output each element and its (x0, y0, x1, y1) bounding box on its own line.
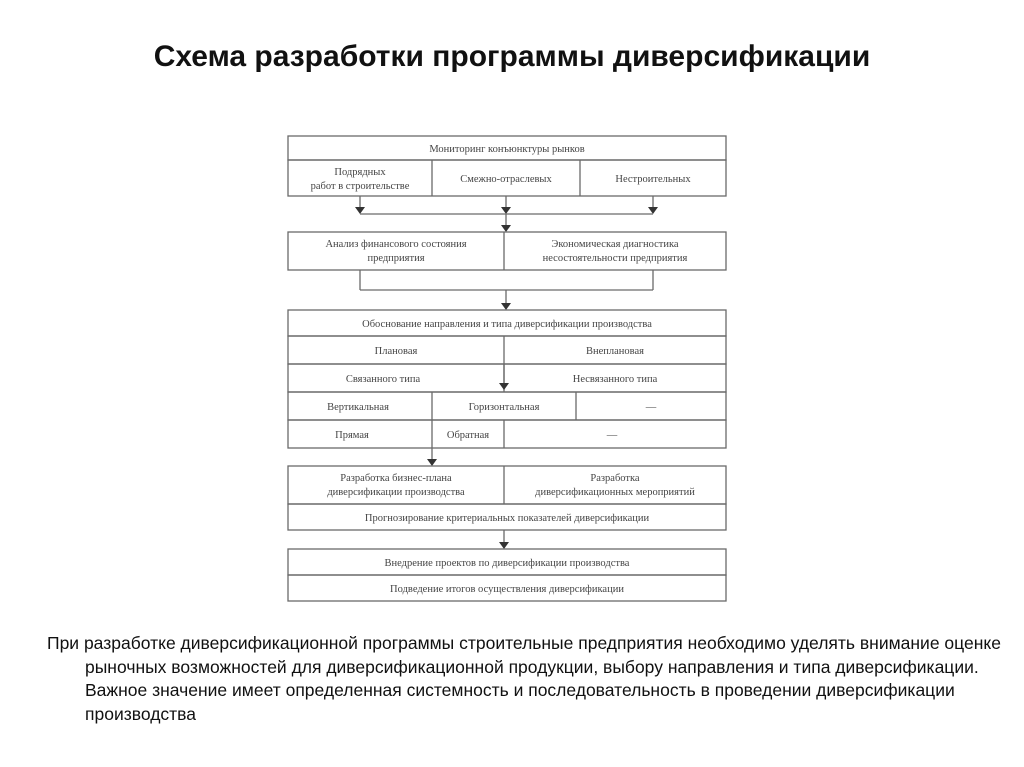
market-related-label: Смежно-отраслевых (460, 174, 552, 185)
description-paragraph: При разработке диверсификационной программы строительные предприятия необходимо уделять внимание оценке рыночных возможностей для диверсификационной продукции, выбору направления и типа диверсификации. Важное значение имеет определенная системность и последовательность в проведении диверсификации производства (47, 633, 1001, 724)
measures-label-1: Разработка (590, 473, 640, 484)
monitoring-block (288, 136, 726, 196)
page-title: Схема разработки программы диверсификации (153, 40, 871, 73)
connector-1 (355, 196, 658, 232)
connector-2 (360, 270, 653, 310)
market-contract-label-1: Подрядных (334, 167, 386, 178)
reverse-label: Обратная (446, 430, 490, 441)
implementation-block (288, 549, 726, 601)
unrelated-type-label: Несвязанного типа (572, 374, 658, 385)
market-nonconstruction-label: Нестроительных (615, 174, 691, 185)
connector-3 (427, 448, 437, 466)
analysis-block (288, 232, 726, 270)
planning-block (288, 466, 726, 530)
dash-label-2: — (606, 430, 618, 441)
market-contract-label-2: работ в строительстве (310, 181, 410, 192)
summary-label: Подведение итогов осуществления диверсификации (390, 584, 624, 595)
bizplan-label-2: диверсификации производства (327, 487, 465, 498)
justification-label: Обоснование направления и типа диверсификации производства (362, 319, 652, 330)
planned-label: Плановая (374, 346, 418, 357)
measures-label-2: диверсификационных мероприятий (535, 487, 695, 498)
related-type-label: Связанного типа (345, 374, 421, 385)
direct-label: Прямая (335, 430, 369, 441)
economic-diagnostics-label-1: Экономическая диагностика (551, 239, 679, 250)
connector-4 (499, 530, 509, 549)
economic-diagnostics-label-2: несостоятельности предприятия (542, 253, 688, 264)
financial-analysis-label-1: Анализ финансового состояния (325, 239, 467, 250)
bizplan-label-1: Разработка бизнес-плана (340, 473, 452, 484)
vertical-label: Вертикальная (327, 402, 389, 413)
financial-analysis-label-2: предприятия (367, 253, 425, 264)
dash-label-1: — (645, 402, 657, 413)
horizontal-label: Горизонтальная (468, 402, 540, 413)
forecast-label: Прогнозирование критериальных показателей диверсификации (364, 513, 650, 524)
implementation-label: Внедрение проектов по диверсификации производства (384, 558, 630, 569)
unplanned-label: Внеплановая (586, 346, 644, 357)
monitoring-label: Мониторинг конъюнктуры рынков (429, 144, 585, 155)
justification-block (288, 310, 726, 448)
